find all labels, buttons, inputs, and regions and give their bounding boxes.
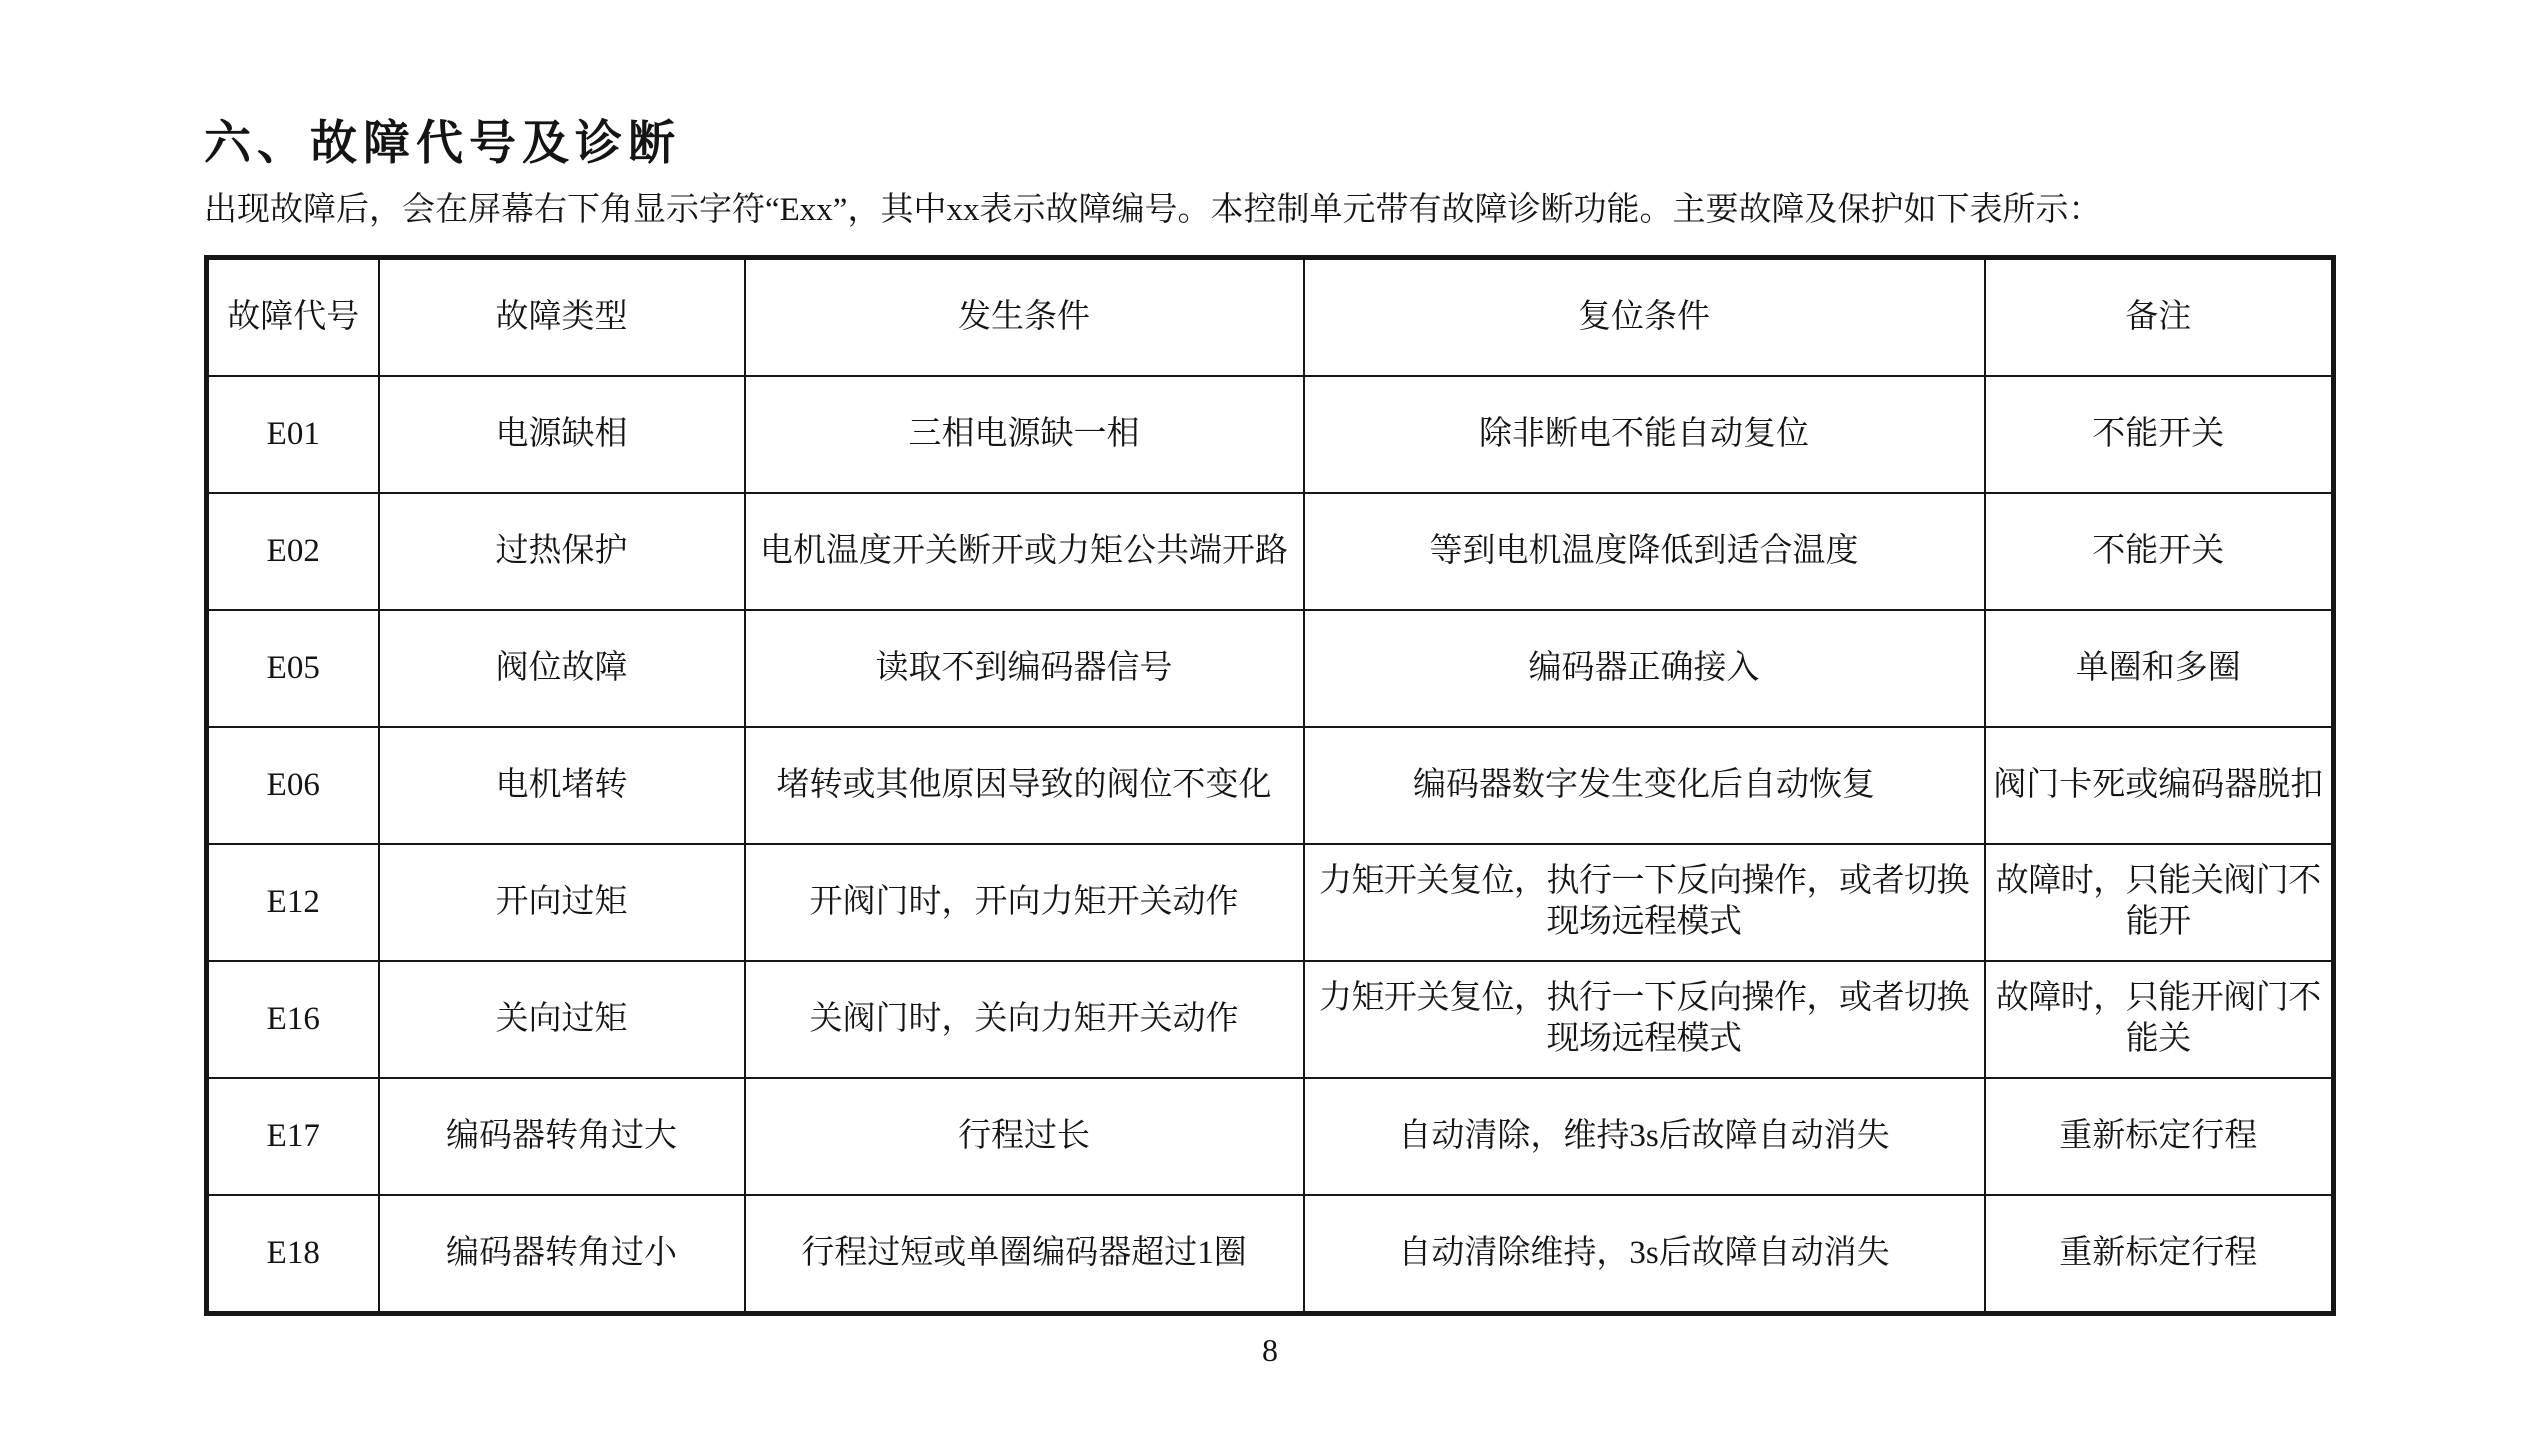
fault-type-cell: 过热保护 — [379, 493, 745, 610]
col-header-remark: 备注 — [1985, 257, 2334, 376]
table-row — [207, 1195, 2334, 1314]
fault-code-cell: E06 — [207, 727, 379, 844]
fault-type-cell: 编码器转角过小 — [379, 1195, 745, 1314]
fault-type-cell: 电源缺相 — [379, 376, 745, 493]
table-row — [207, 610, 2334, 727]
table-row — [207, 961, 2334, 1078]
fault-type-cell: 电机堵转 — [379, 727, 745, 844]
fault-code-cell: E02 — [207, 493, 379, 610]
occur-condition-cell: 读取不到编码器信号 — [745, 610, 1304, 727]
section-title: 六、故障代号及诊断 — [204, 116, 681, 171]
remark-cell: 重新标定行程 — [1985, 1078, 2334, 1195]
fault-code-cell: E17 — [207, 1078, 379, 1195]
reset-condition-cell: 编码器数字发生变化后自动恢复 — [1304, 727, 1985, 844]
col-header-fault-code: 故障代号 — [207, 257, 379, 376]
occur-condition-cell: 行程过短或单圈编码器超过1圈 — [745, 1195, 1304, 1314]
reset-condition-cell: 自动清除，维持3s后故障自动消失 — [1304, 1078, 1985, 1195]
occur-condition-cell: 关阀门时，关向力矩开关动作 — [745, 961, 1304, 1078]
remark-cell: 重新标定行程 — [1985, 1195, 2334, 1314]
fault-code-cell: E12 — [207, 844, 379, 961]
intro-paragraph: 出现故障后，会在屏幕右下角显示字符“Exx”，其中xx表示故障编号。本控制单元带有故障诊断功能。主要故障及保护如下表所示： — [204, 192, 2102, 229]
remark-cell: 不能开关 — [1985, 376, 2334, 493]
fault-code-cell: E18 — [207, 1195, 379, 1314]
reset-condition-cell: 等到电机温度降低到适合温度 — [1304, 493, 1985, 610]
page-number: 8 — [1262, 1331, 1278, 1368]
fault-code-cell: E05 — [207, 610, 379, 727]
col-header-fault-type: 故障类型 — [379, 257, 745, 376]
table-row — [207, 727, 2334, 844]
table-row — [207, 493, 2334, 610]
col-header-reset-condition: 复位条件 — [1304, 257, 1985, 376]
fault-code-cell: E01 — [207, 376, 379, 493]
occur-condition-cell: 行程过长 — [745, 1078, 1304, 1195]
table-row — [207, 1078, 2334, 1195]
remark-cell: 故障时，只能关阀门不能开 — [1985, 844, 2334, 961]
reset-condition-cell: 编码器正确接入 — [1304, 610, 1985, 727]
reset-condition-cell: 力矩开关复位，执行一下反向操作，或者切换现场远程模式 — [1304, 961, 1985, 1078]
occur-condition-cell: 堵转或其他原因导致的阀位不变化 — [745, 727, 1304, 844]
occur-condition-cell: 三相电源缺一相 — [745, 376, 1304, 493]
page-content — [204, 0, 2336, 1369]
reset-condition-cell: 自动清除维持，3s后故障自动消失 — [1304, 1195, 1985, 1314]
remark-cell: 单圈和多圈 — [1985, 610, 2334, 727]
reset-condition-cell: 力矩开关复位，执行一下反向操作，或者切换现场远程模式 — [1304, 844, 1985, 961]
fault-type-cell: 阀位故障 — [379, 610, 745, 727]
reset-condition-cell: 除非断电不能自动复位 — [1304, 376, 1985, 493]
occur-condition-cell: 电机温度开关断开或力矩公共端开路 — [745, 493, 1304, 610]
fault-type-cell: 开向过矩 — [379, 844, 745, 961]
remark-cell: 阀门卡死或编码器脱扣 — [1985, 727, 2334, 844]
fault-code-cell: E16 — [207, 961, 379, 1078]
fault-type-cell: 编码器转角过大 — [379, 1078, 745, 1195]
occur-condition-cell: 开阀门时，开向力矩开关动作 — [745, 844, 1304, 961]
fault-code-table — [204, 255, 2336, 1316]
col-header-occur-condition: 发生条件 — [745, 257, 1304, 376]
fault-type-cell: 关向过矩 — [379, 961, 745, 1078]
table-row — [207, 844, 2334, 961]
remark-cell: 不能开关 — [1985, 493, 2334, 610]
table-header-row — [207, 257, 2334, 376]
remark-cell: 故障时，只能开阀门不能关 — [1985, 961, 2334, 1078]
table-row — [207, 376, 2334, 493]
